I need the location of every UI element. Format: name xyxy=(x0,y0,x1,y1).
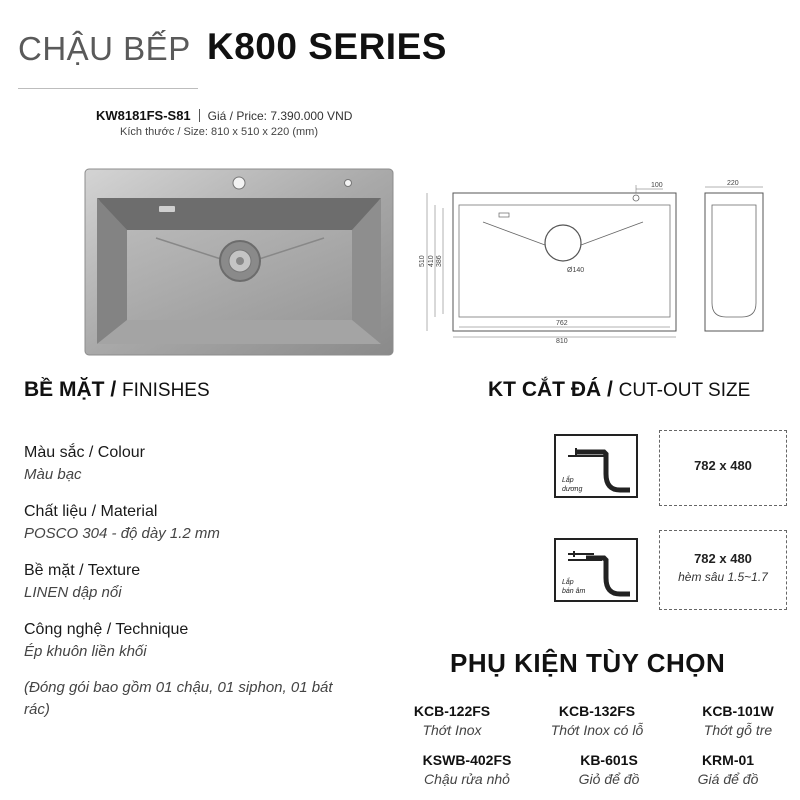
semi-undermount-label-2: bán âm xyxy=(562,588,586,595)
dim-depth: 220 xyxy=(727,180,739,187)
dim-inner-height: 386 xyxy=(436,255,443,267)
cutout-size-semi-undermount: 782 x 480 xyxy=(694,551,752,566)
cutout-box-semi-undermount xyxy=(659,530,787,610)
texture-value: LINEN dập nổi xyxy=(24,584,122,601)
accessories-heading: PHỤ KIỆN TÙY CHỌN xyxy=(450,648,726,678)
semi-undermount-diagram xyxy=(554,538,638,602)
cutout-depth-semi-undermount: hèm sâu 1.5~1.7 xyxy=(678,570,768,584)
accessory-name: Thớt Inox xyxy=(422,722,482,738)
cutout-box-topmount xyxy=(659,430,787,506)
title-divider xyxy=(18,88,198,89)
size-text: Kích thước / Size: 810 x 510 x 220 (mm) xyxy=(120,126,318,138)
accessory-code: KCB-101W xyxy=(702,703,774,719)
finishes-heading xyxy=(24,378,210,402)
title-prefix: CHẬU BẾP xyxy=(18,30,191,67)
dim-hole-offset: 100 xyxy=(651,182,663,189)
topmount-diagram xyxy=(554,434,638,498)
price-text: Giá / Price: 7.390.000 VND xyxy=(207,109,353,123)
technical-drawing xyxy=(415,175,790,345)
cutout-size-topmount: 782 x 480 xyxy=(694,458,752,473)
accessory-item xyxy=(392,752,542,787)
technique-value: Ép khuôn liền khối xyxy=(24,643,147,660)
accessory-name: Thớt gỗ tre xyxy=(703,722,773,738)
dim-mid-height: 410 xyxy=(428,255,435,267)
semi-undermount-label-1: Lắp xyxy=(562,579,574,586)
accessory-item xyxy=(653,752,800,787)
cutout-heading xyxy=(488,378,750,402)
dim-inner-width: 762 xyxy=(556,320,568,327)
finishes-heading-vi: BỀ MẶT / xyxy=(24,378,117,401)
finishes-heading-en: FINISHES xyxy=(122,380,210,401)
texture-label: Bề mặt / Texture xyxy=(24,562,141,579)
dim-outer-height: 510 xyxy=(419,255,426,267)
accessory-name: Giỏ để đồ xyxy=(578,771,640,787)
topmount-label-2: dương xyxy=(562,486,583,493)
accessory-name: Thớt Inox có lỗ xyxy=(550,722,644,738)
sink-product-image xyxy=(84,168,394,356)
page-title: K800 SERIES xyxy=(207,26,447,67)
accessory-item xyxy=(377,703,527,738)
accessory-item xyxy=(663,703,800,738)
dim-drain: Ø140 xyxy=(567,267,585,274)
accessory-code: KRM-01 xyxy=(701,752,755,768)
cutout-heading-vi: KT CẮT ĐÁ / xyxy=(488,378,613,401)
colour-value: Màu bạc xyxy=(24,466,82,483)
package-note: (Đóng gói bao gồm 01 chậu, 01 siphon, 01 bát rác) xyxy=(24,679,333,718)
accessory-code: KCB-132FS xyxy=(558,703,636,719)
technique-label: Công nghệ / Technique xyxy=(24,621,189,638)
material-value: POSCO 304 - độ dày 1.2 mm xyxy=(24,525,220,542)
topmount-label-1: Lắp xyxy=(562,477,574,484)
accessory-code: KCB-122FS xyxy=(413,703,491,719)
accessory-name: Chậu rửa nhỏ xyxy=(424,771,510,787)
accessory-code: KB-601S xyxy=(580,752,638,768)
model-code: KW8181FS-S81 xyxy=(96,108,191,123)
model-info xyxy=(96,108,352,123)
accessory-name: Giá để đồ xyxy=(697,771,759,787)
accessory-item xyxy=(522,703,672,738)
material-label: Chất liệu / Material xyxy=(24,503,158,520)
cutout-heading-en: CUT-OUT SIZE xyxy=(618,380,751,401)
separator xyxy=(199,109,200,122)
accessory-code: KSWB-402FS xyxy=(422,752,512,768)
colour-label: Màu sắc / Colour xyxy=(24,444,145,461)
dim-outer-width: 810 xyxy=(556,338,568,345)
